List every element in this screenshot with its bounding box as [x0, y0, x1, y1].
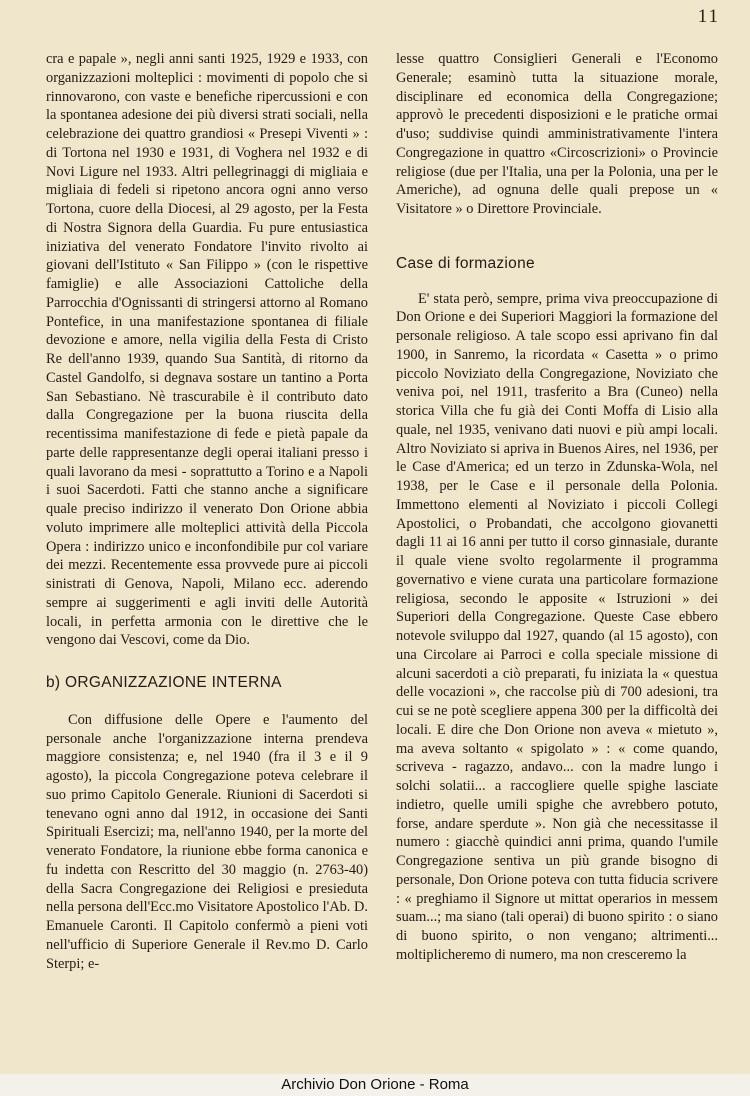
page-number: 11 [697, 6, 720, 27]
section-heading-case-di-formazione: Case di formazione [396, 254, 535, 272]
right-paragraph-1: lesse quattro Consiglieri Generali e l'Economo Generale; esaminò tutta la situazione morale, disciplinare ed economica della Congregazione; approvò le precedenti disposizioni e le pratiche ormai d'uso; suddivise quindi amministrativamente l'intera Congregazione in quattro «Circoscrizioni» o Provincie religiose (due per l'Italia, una per la Polonia, una per le Americhe), ad ognuna delle quali prepose un « Visitatore » o Direttore Provinciale. [396, 51, 718, 217]
archive-footer: Archivio Don Orione - Roma [0, 1074, 750, 1096]
section-heading-organizzazione: b) ORGANIZZAZIONE INTERNA [46, 674, 282, 691]
right-paragraph-2: E' stata però, sempre, prima viva preoccupazione di Don Orione e dei Superiori Maggiori la formazione del personale religioso. A tale scopo essi aprivano fin dal 1900, in Sanremo, la ricordata « Casetta » o primo piccolo Noviziato della Congregazione, Noviziato che veniva poi, nel 1911, trasferito a Bra (Cuneo) nella storica Villa che fu già dei Conti Moffa di Lisio alla quale, nel 1935, venivano dati nuovi e più ampi locali. Altro Noviziato si apriva in Buenos Aires, nel 1936, per le Case d'America; ed un terzo in Zdunska-Wola, nel 1938, per le Case e il personale della Polonia. Immettono elementi al Noviziato i piccoli Collegi Apostolici, o Probandati, che accolgono giovanetti dagli 11 ai 16 anni per tutto il corso ginnasiale, durante il quale viene svolto regolarmente il programma governativo e viene curata una particolare formazione religiosa, secondo le apposite « Istruzioni » dei Superiori della Congregazione. Queste Case ebbero notevole sviluppo dal 1927, quando (al 15 agosto), con una Circolare ai Parroci e colla speciale missione di alcuni sacerdoti a ciò preparati, fu iniziata la « questua delle vocazioni », che raccolse più di 700 adesioni, tra cui se ne potè scegliere appena 300 per la difficoltà dei locali. E dire che Don Orione non aveva « mietuto », ma aveva soltanto « spigolato » : « come quando, scriveva - ragazzo, andavo... con la madre lungo i solchi solatii... a raccogliere quelle spighe lasciate indietro, quelle umili spighe che avrebbero potuto, forse, andare sperdute ». Non già che necessitasse il numero : giacchè quindici anni prima, quando l'umile Congregazione sentiva un più grande bisogno di personale, Don Orione poteva con tutta fiducia scrivere : « preghiamo il Signore ut mittat operarios in messem suam...; ma siano (tali operai) di buono spirito : o siano di buono spirito, o non vengano; altrimenti... moltiplicheremo di numero, ma non cresceremo la [396, 290, 718, 963]
left-paragraph-1: cra e papale », negli anni santi 1925, 1929 e 1933, con organizzazioni molteplici : movimenti di popolo che si rinnovarono, con vaste e benefiche ripercussioni e con la spontanea adesione dei più diversi strati sociali, nella celebrazione dei quattro grandiosi « Presepi Viventi » : di Tortona nel 1930 e 1931, di Voghera nel 1932 e di Novi Ligure nel 1933. Altri pellegrinaggi di migliaia e migliaia di fedeli si ripetono ancora ogni anno verso Tortona, cuore della Diocesi, al 29 agosto, per la Festa di Nostra Signora della Guardia. Fu pure entusiastica iniziativa del venerato Fondatore l'invito rivolto ai giovani dell'Istituto « San Filippo » (con le rispettive famiglie) e alle Associazioni Cattoliche della Parrocchia d'Ognissanti di stringersi attorno al Romano Pontefice, in una manifestazione spontanea di filiale devozione e amore, nella vigilia della Festa di Cristo Re dell'anno 1939, quando Sua Santità, di ritorno da Castel Gandolfo, si degnava sostare un tantino a Porta San Sebastiano. Nè trascurabile è il contributo dato dalla Congregazione per la buona riuscita della recentissima manifestazione di fede e pietà papale da parte delle rappresentanze degli operai italiani presso i quali lavorano da mesi - soprattutto a Torino e a Napoli i suoi Sacerdoti. Fatti che stanno anche a significare quale preciso indirizzo il venerato Don Orione abbia voluto imprimere alle molteplici attività della Piccola Opera : indirizzo unico e inconfondibile pur col variare dei mezzi. Recentemente essa provvede pure ai piccoli sinistrati di Genova, Napoli, Milano ecc. aderendo sempre ai suggerimenti e agli inviti delle Autorità locali, in perfetta armonia con le direttive che le vengono dai Vescovi, come da Dio. [46, 51, 368, 649]
left-column [46, 50, 368, 973]
right-column [396, 50, 718, 965]
left-paragraph-2: Con diffusione delle Opere e l'aumento del personale anche l'organizzazione interna prendeva maggiore consistenza; e, nel 1940 (fra il 3 e il 9 agosto), la piccola Congregazione poteva celebrare il suo primo Capitolo Generale. Riunioni di Sacerdoti si tenevano ogni anno dal 1912, in occasione dei Santi Spirituali Esercizi; ma, nell'anno 1940, per la morte del venerato Fondatore, la riunione ebbe forma canonica e fu indetta con Rescritto del 30 maggio (n. 2763-40) della Sacra Congregazione dei Religiosi e presieduta nella persona dell'Ecc.mo Visitatore Apostolico l'Ab. D. Emanuele Caronti. Il Capitolo confermò a pieni voti nell'ufficio di Superiore Generale il Rev.mo D. Carlo Sterpi; e- [46, 711, 368, 972]
